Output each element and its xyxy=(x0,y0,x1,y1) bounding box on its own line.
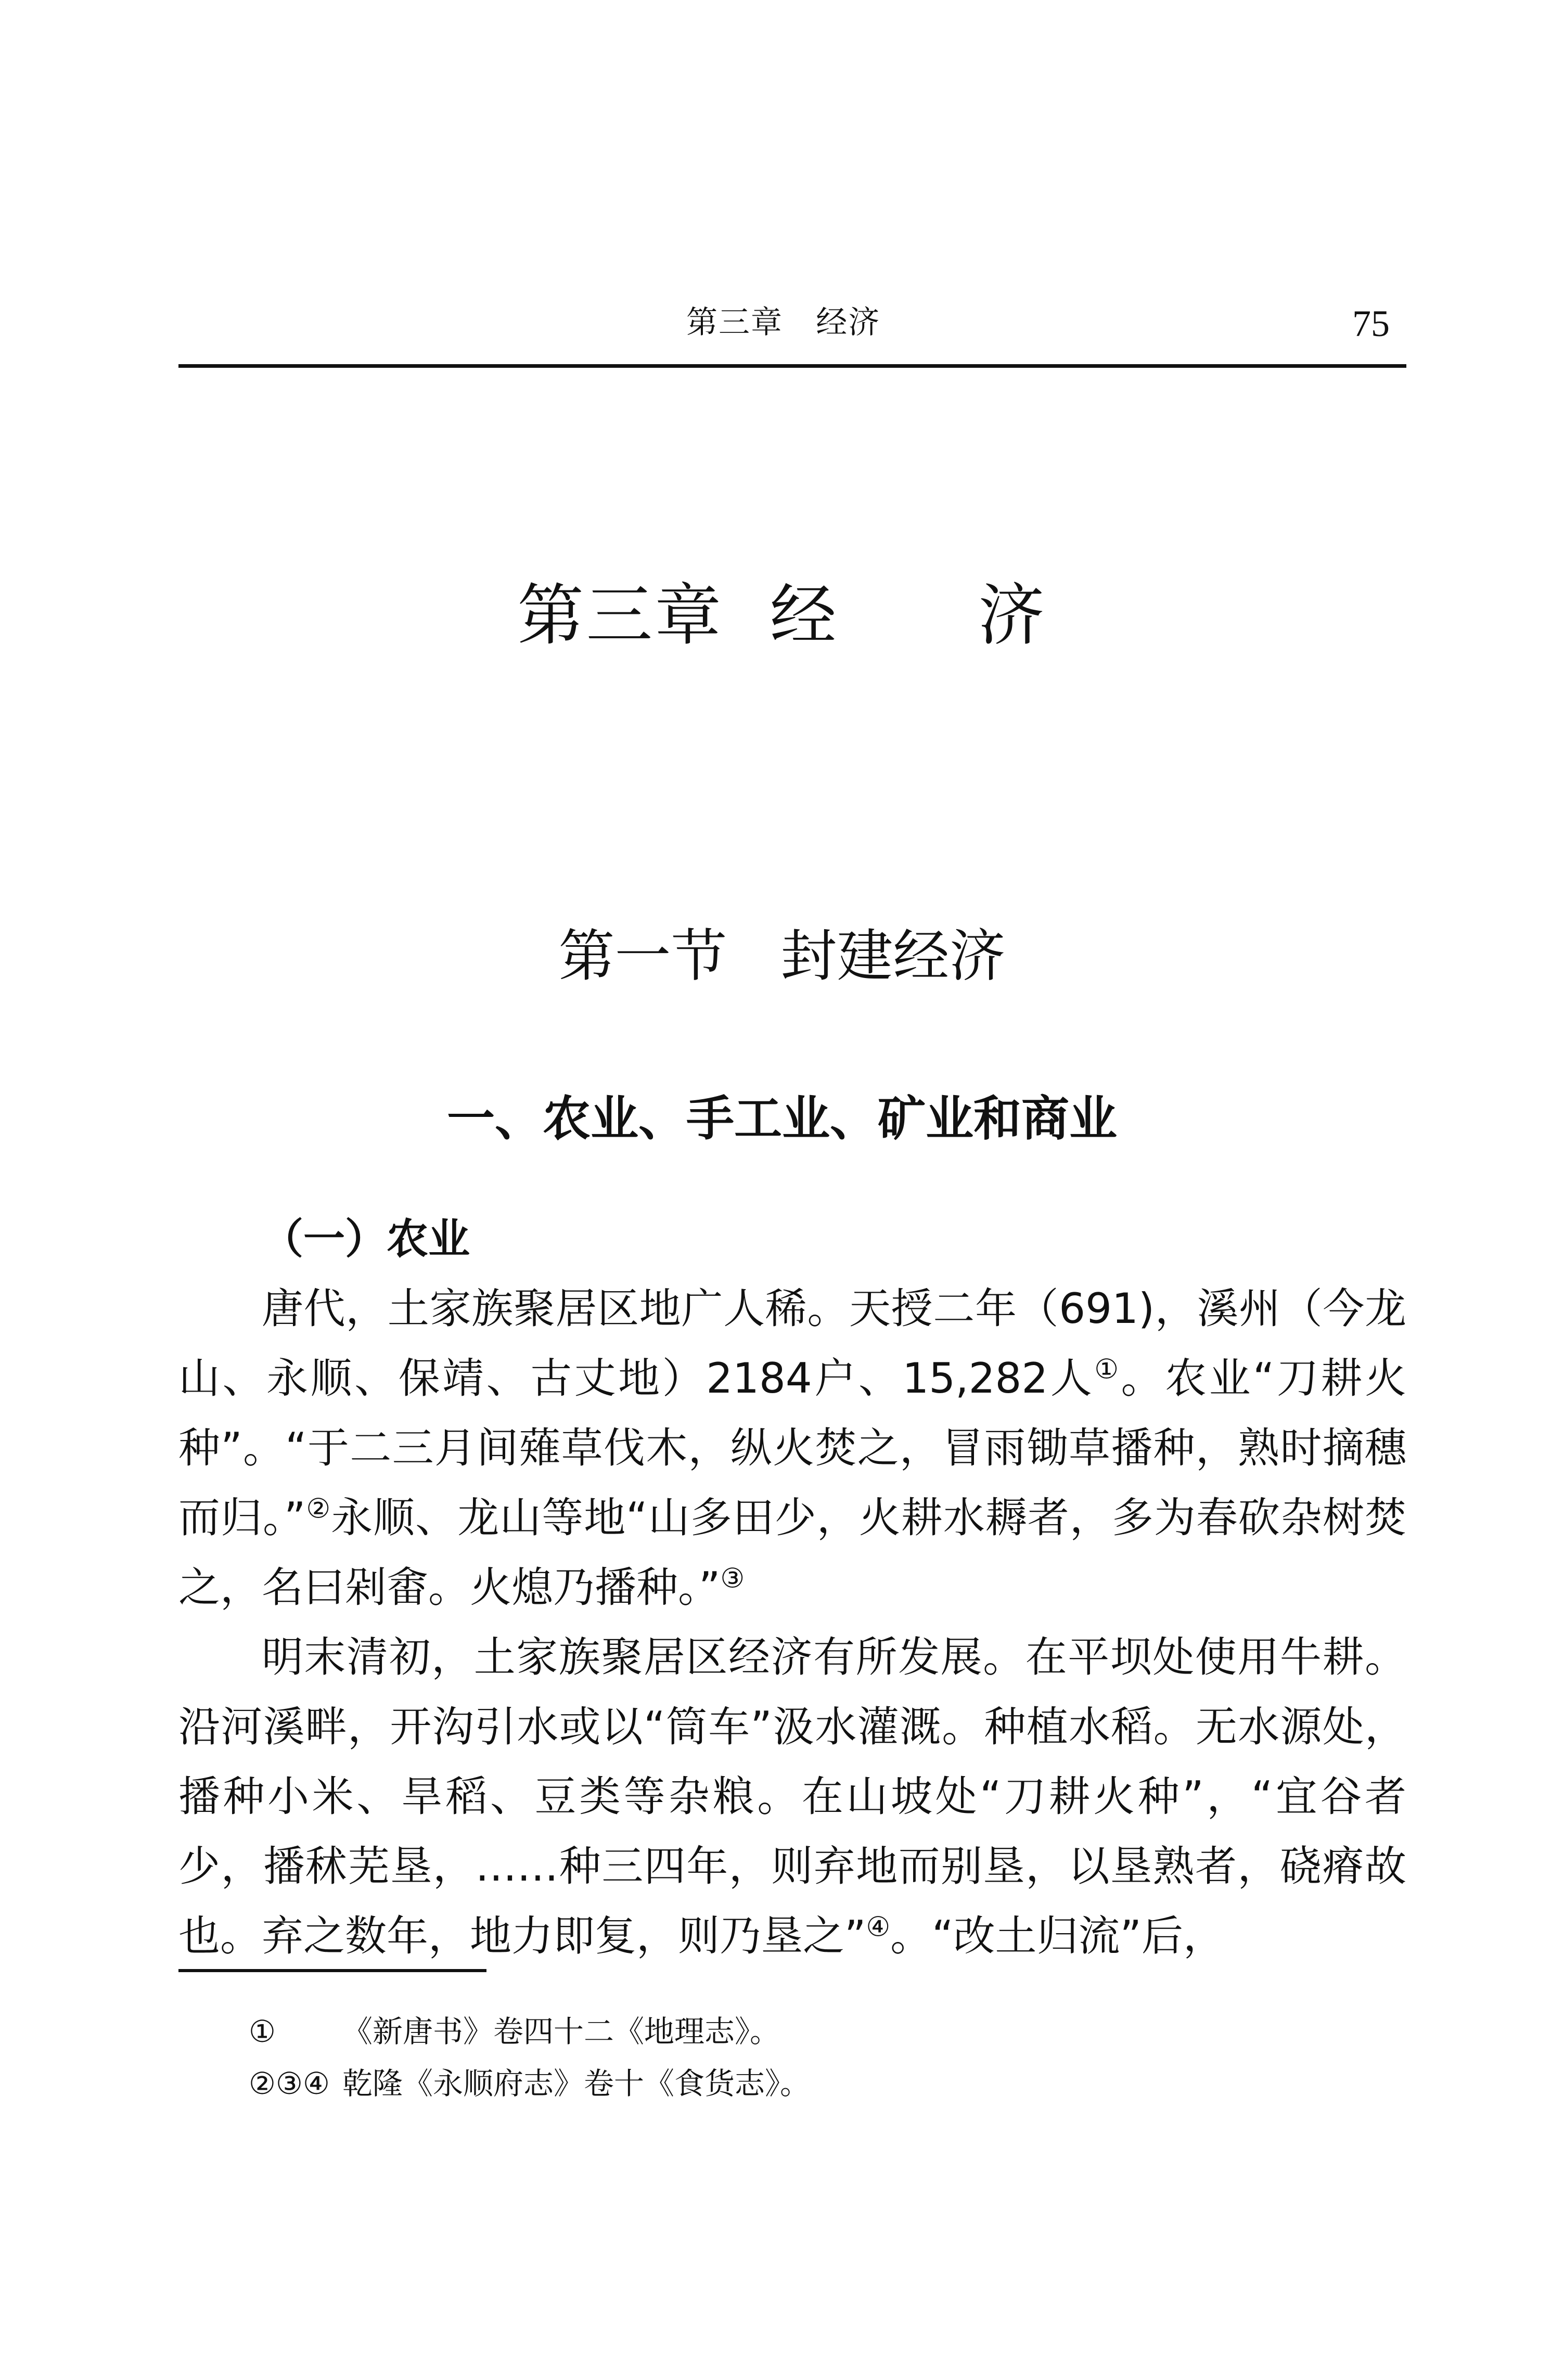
paragraph-2-text-1: 明末清初，土家族聚居区经济有所发展。在平坝处使用牛耕。沿河溪畔，开沟引水或以“筒车”汲水灌溉。种植水稻。无水源处，播种小米、旱稻、豆类等杂粮。在山坡处“刀耕火种”，“宜谷者少，播秫芜垦，……种三四年，则弃地而别垦，以垦熟者，硗瘠故也。弃之数年，地力即复，则乃垦之” xyxy=(178,1633,1406,1960)
subsubsection-heading: （一）农业 xyxy=(262,1215,470,1263)
footnote-1 xyxy=(249,2005,1393,2057)
footnote-2 xyxy=(249,2057,1393,2109)
paragraph-1-text-3: 永顺、龙山等地“山多田少，火耕水耨者，多为春砍杂树焚之，名曰剁畬。火熄乃播种。” xyxy=(178,1494,1406,1612)
footnote-ref-4: ④ xyxy=(866,1911,891,1943)
footnote-ref-2: ② xyxy=(305,1493,331,1525)
footnote-1-text: 《新唐书》卷四十二《地理志》。 xyxy=(342,2014,780,2049)
section-title: 第一节 封建经济 xyxy=(558,924,1006,989)
body-text xyxy=(178,1204,1406,1971)
paragraph-1-text-1: 唐代，土家族聚居区地广人稀。天授二年（691)，溪州（今龙山、永顺、保靖、古丈地）2184户、15,282人 xyxy=(178,1284,1406,1403)
header-rule xyxy=(178,364,1406,368)
footnote-rule xyxy=(178,1969,486,1972)
footnote-1-mark: ① xyxy=(249,2014,276,2049)
footnote-2-mark: ②③④ xyxy=(249,2066,330,2101)
running-title: 第三章 经济 xyxy=(686,304,881,341)
footnote-2-text: 乾隆《永顺府志》卷十《食货志》。 xyxy=(342,2066,811,2101)
paragraph-2 xyxy=(178,1623,1406,1971)
footnotes xyxy=(249,2005,1393,2109)
paragraph-2-text-2: 。“改土归流”后， xyxy=(890,1912,1225,1960)
page-number: 75 xyxy=(1352,303,1390,344)
paragraph-1-text-2: 。农业“刀耕火种”。“于二三月间薙草伐木，纵火焚之，冒雨锄草播种，熟时摘穗而归。” xyxy=(178,1354,1406,1542)
paragraph-1 xyxy=(178,1274,1406,1623)
chapter-title: 第三章 经 济 xyxy=(517,577,1047,654)
subsection-title: 一、农业、手工业、矿业和商业 xyxy=(446,1091,1117,1147)
footnote-ref-1: ① xyxy=(1094,1354,1121,1385)
footnote-ref-3: ③ xyxy=(720,1563,745,1594)
running-header xyxy=(178,291,1406,354)
